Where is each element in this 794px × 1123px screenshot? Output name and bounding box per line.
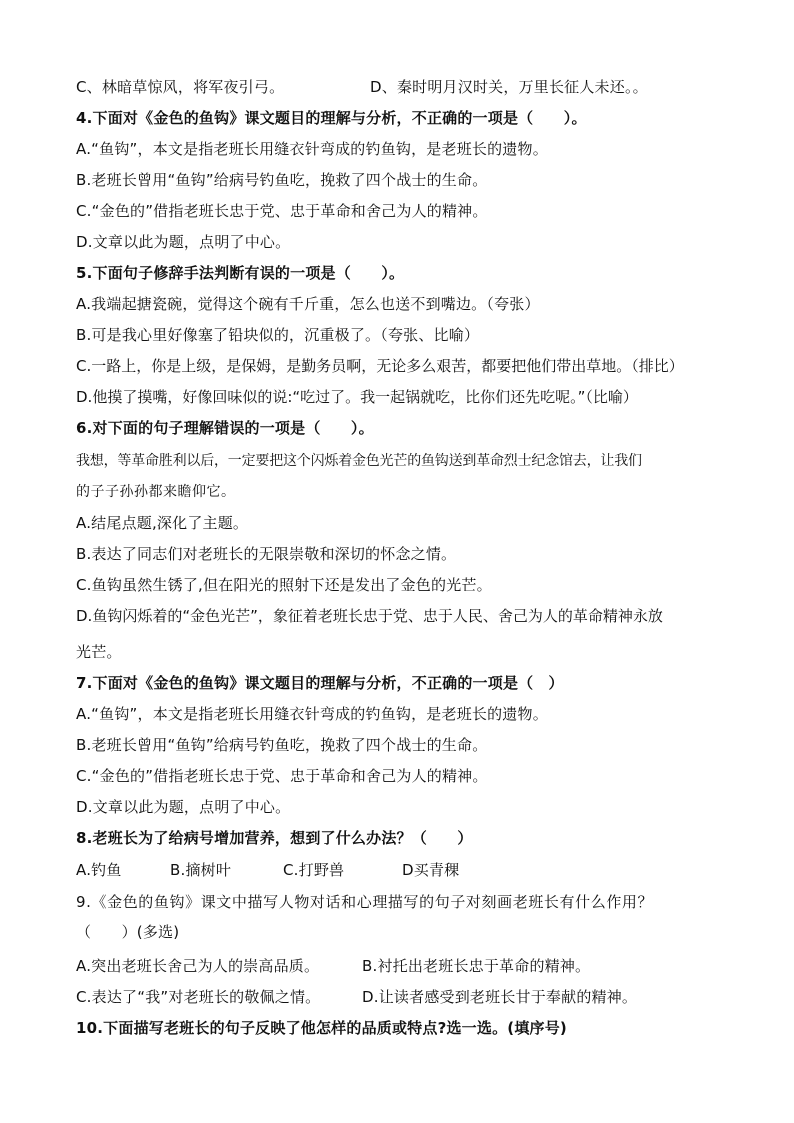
question-7: 7.下面对《金色的鱼钩》课文题目的理解与分析，不正确的一项是（ ） (76, 674, 564, 692)
q5-option-b: B.可是我心里好像塞了铅块似的，沉重极了。（夸张、比喻） (76, 326, 480, 344)
q7-option-c: C.“金色的”借指老班长忠于党、忠于革命和舍己为人的精神。 (76, 767, 488, 785)
q9-option-d: D.让读者感受到老班长甘于奉献的精神。 (362, 988, 638, 1006)
q6-option-d: D.鱼钩闪烁着的“金色光芒”，象征着老班长忠于党、忠于人民、舍己为人的革命精神永放 (76, 607, 663, 625)
q5-option-c: C.一路上，你是上级，是保姆，是勤务员啊，无论多么艰苦，都要把他们带出草地。（排比） (76, 357, 684, 375)
q9-option-c: C.表达了“我”对老班长的敬佩之情。 (76, 988, 321, 1006)
q4-option-c: C.“金色的”借指老班长忠于党、忠于革命和舍己为人的精神。 (76, 202, 488, 220)
question-10: 10.下面描写老班长的句子反映了他怎样的品质或特点?选一选。(填序号) (76, 1019, 567, 1037)
q6-option-c: C.鱼钩虽然生锈了,但在阳光的照射下还是发出了金色的光芒。 (76, 576, 492, 594)
q7-option-b: B.老班长曾用“鱼钩”给病号钓鱼吃，挽救了四个战士的生命。 (76, 736, 488, 754)
q6-option-b: B.表达了同志们对老班长的无限崇敬和深切的怀念之情。 (76, 545, 457, 563)
q8-option-c: C.打野兽 (283, 861, 345, 879)
q4-option-a: A.“鱼钩”，本文是指老班长用缝衣针弯成的钓鱼钩，是老班长的遗物。 (76, 140, 548, 158)
question-9-continued: （ ）(多选) (76, 923, 180, 941)
q8-option-a: A.钓鱼 (76, 861, 122, 879)
question-6: 6.对下面的句子理解错误的一项是（ ）。 (76, 419, 374, 437)
q3-option-c: C、林暗草惊风，将军夜引弓。 (76, 78, 285, 96)
q5-option-d: D.他摸了摸嘴，好像回味似的说:“吃过了。我一起锅就吃，比你们还先吃呢。”（比喻） (76, 388, 638, 406)
question-4: 4.下面对《金色的鱼钩》课文题目的理解与分析，不正确的一项是（ ）。 (76, 109, 587, 127)
question-9: 9.《金色的鱼钩》课文中描写人物对话和心理描写的句子对刻画老班长有什么作用？ (76, 893, 654, 911)
q9-option-b: B.衬托出老班长忠于革命的精神。 (362, 957, 591, 975)
q3-option-d: D、秦时明月汉时关，万里长征人未还。。 (370, 78, 648, 96)
q6-quote-line-1: 我想，等革命胜利以后，一定要把这个闪烁着金色光芒的鱼钩送到革命烈士纪念馆去，让我们 (76, 453, 642, 469)
q6-option-a: A.结尾点题,深化了主题。 (76, 514, 249, 532)
q4-option-d: D.文章以此为题，点明了中心。 (76, 233, 291, 251)
q8-option-d: D买青稞 (402, 861, 460, 879)
q4-option-b: B.老班长曾用“鱼钩”给病号钓鱼吃，挽救了四个战士的生命。 (76, 171, 488, 189)
q6-quote-line-2: 的子子孙孙都来瞻仰它。 (76, 484, 236, 500)
q9-option-a: A.突出老班长舍己为人的崇高品质。 (76, 957, 320, 975)
q5-option-a: A.我端起搪瓷碗，觉得这个碗有千斤重，怎么也送不到嘴边。（夸张） (76, 295, 540, 313)
q6-option-d-continued: 光芒。 (76, 643, 122, 661)
question-5: 5.下面句子修辞手法判断有误的一项是（ ）。 (76, 264, 405, 282)
q8-option-b: B.摘树叶 (170, 861, 232, 879)
q7-option-d: D.文章以此为题，点明了中心。 (76, 798, 291, 816)
q7-option-a: A.“鱼钩”，本文是指老班长用缝衣针弯成的钓鱼钩，是老班长的遗物。 (76, 705, 548, 723)
question-8: 8.老班长为了给病号增加营养，想到了什么办法？（ ） (76, 829, 473, 847)
